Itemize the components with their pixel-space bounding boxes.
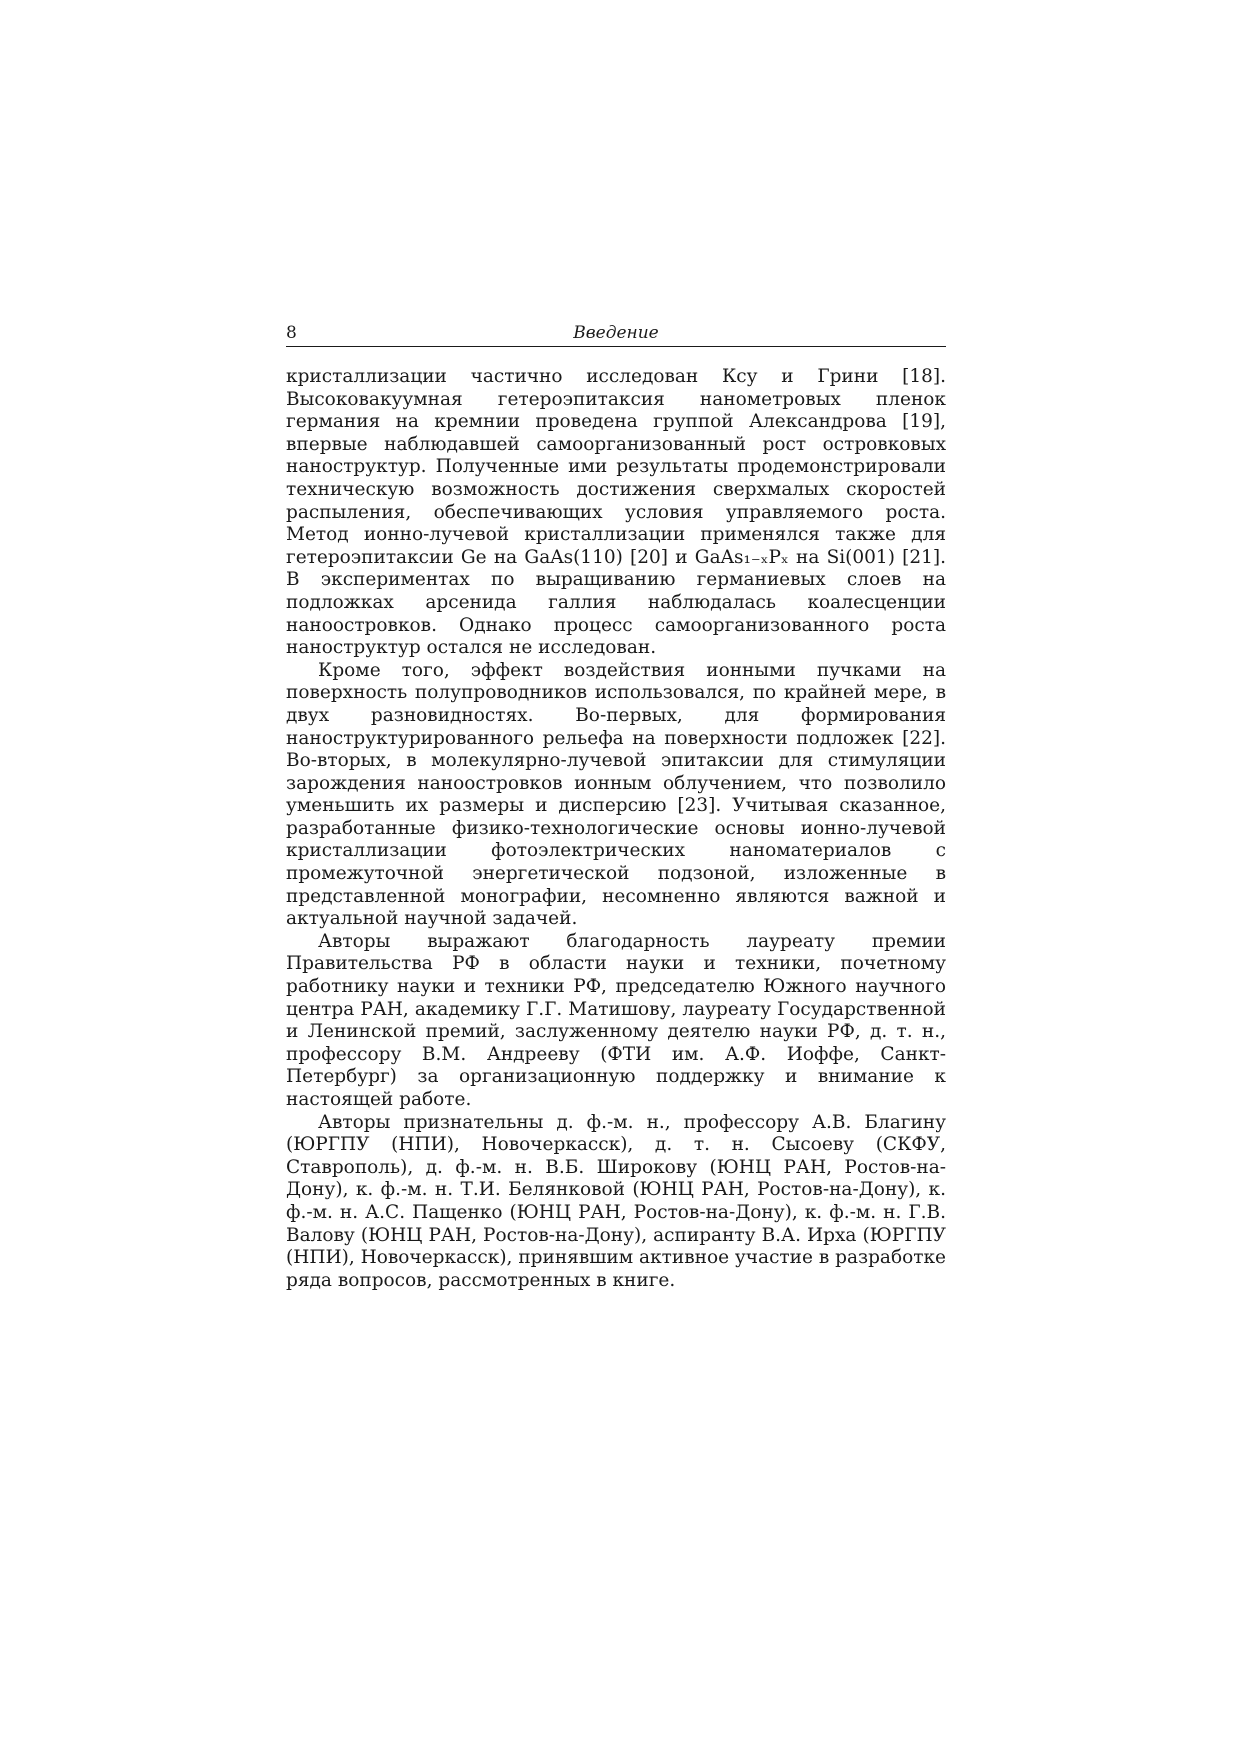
body-text (286, 366, 946, 1292)
page-header (286, 322, 946, 347)
paragraph-4: Авторы признательны д. ф.-м. н., профессору А.В. Благину (ЮРГПУ (НПИ), Новочеркасск), д. т. н. Сысоеву (СКФУ, Ставрополь), д. ф.-м. н. В.Б. Широкову (ЮНЦ РАН, Ростов-на-Дону), к. ф.-м. н. Т.И. Белянковой (ЮНЦ РАН, Ростов-на-Дону), к. ф.-м. н. А.С. Пащенко (ЮНЦ РАН, Ростов-на-Дону), к. ф.-м. н. Г.В. Валову (ЮНЦ РАН, Ростов-на-Дону), аспиранту В.А. Ирха (ЮРГПУ (НПИ), Новочеркасск), принявшим активное участие в разработке ряда вопросов, рассмотренных в книге. (286, 1111, 946, 1291)
paragraph-3: Авторы выражают благодарность лауреату премии Правительства РФ в области науки и техники, почетному работнику науки и техники РФ, председателю Южного научного центра РАН, академику Г.Г. Матишову, лауреату Государственной и Ленинской премий, заслуженному деятелю науки РФ, д. т. н., профессору В.М. Андрееву (ФТИ им. А.Ф. Иоффе, Санкт-Петербург) за организационную поддержку и внимание к настоящей работе. (286, 930, 946, 1110)
running-title: Введение (573, 323, 659, 343)
paragraph-1: кристаллизации частично исследован Ксу и Грини [18]. Высоковакуумная гетероэпитаксия нанометровых пленок германия на кремнии проведена группой Александрова [19], впервые наблюдавшей самоорганизованный рост островковых наноструктур. Полученные ими результаты продемонстрировали техническую возможность достижения сверхмалых скоростей распыления, обеспечивающих условия управляемого роста. Метод ионно-лучевой кристаллизации применялся также для гетероэпитаксии Ge на GaAs(110) [20] и GaAs₁₋ₓPₓ на Si(001) [21]. В экспериментах по выращиванию германиевых слоев на подложках арсенида галлия наблюдалась коалесценции наноостровков. Однако процесс самоорганизованного роста наноструктур остался не исследован. (286, 366, 946, 659)
page-number: 8 (286, 323, 297, 343)
paragraph-2: Кроме того, эффект воздействия ионными пучками на поверхность полупроводников использовался, по крайней мере, в двух разновидностях. Во-первых, для формирования наноструктурированного рельефа на поверхности подложек [22]. Во-вторых, в молекулярно-лучевой эпитаксии для стимуляции зарождения наноостровков ионным облучением, что позволило уменьшить их размеры и дисперсию [23]. Учитывая сказанное, разработанные физико-технологические основы ионно-лучевой кристаллизации фотоэлектрических наноматериалов с промежуточной энергетической подзоной, изложенные в представленной монографии, несомненно являются важной и актуальной научной задачей. (286, 659, 946, 930)
